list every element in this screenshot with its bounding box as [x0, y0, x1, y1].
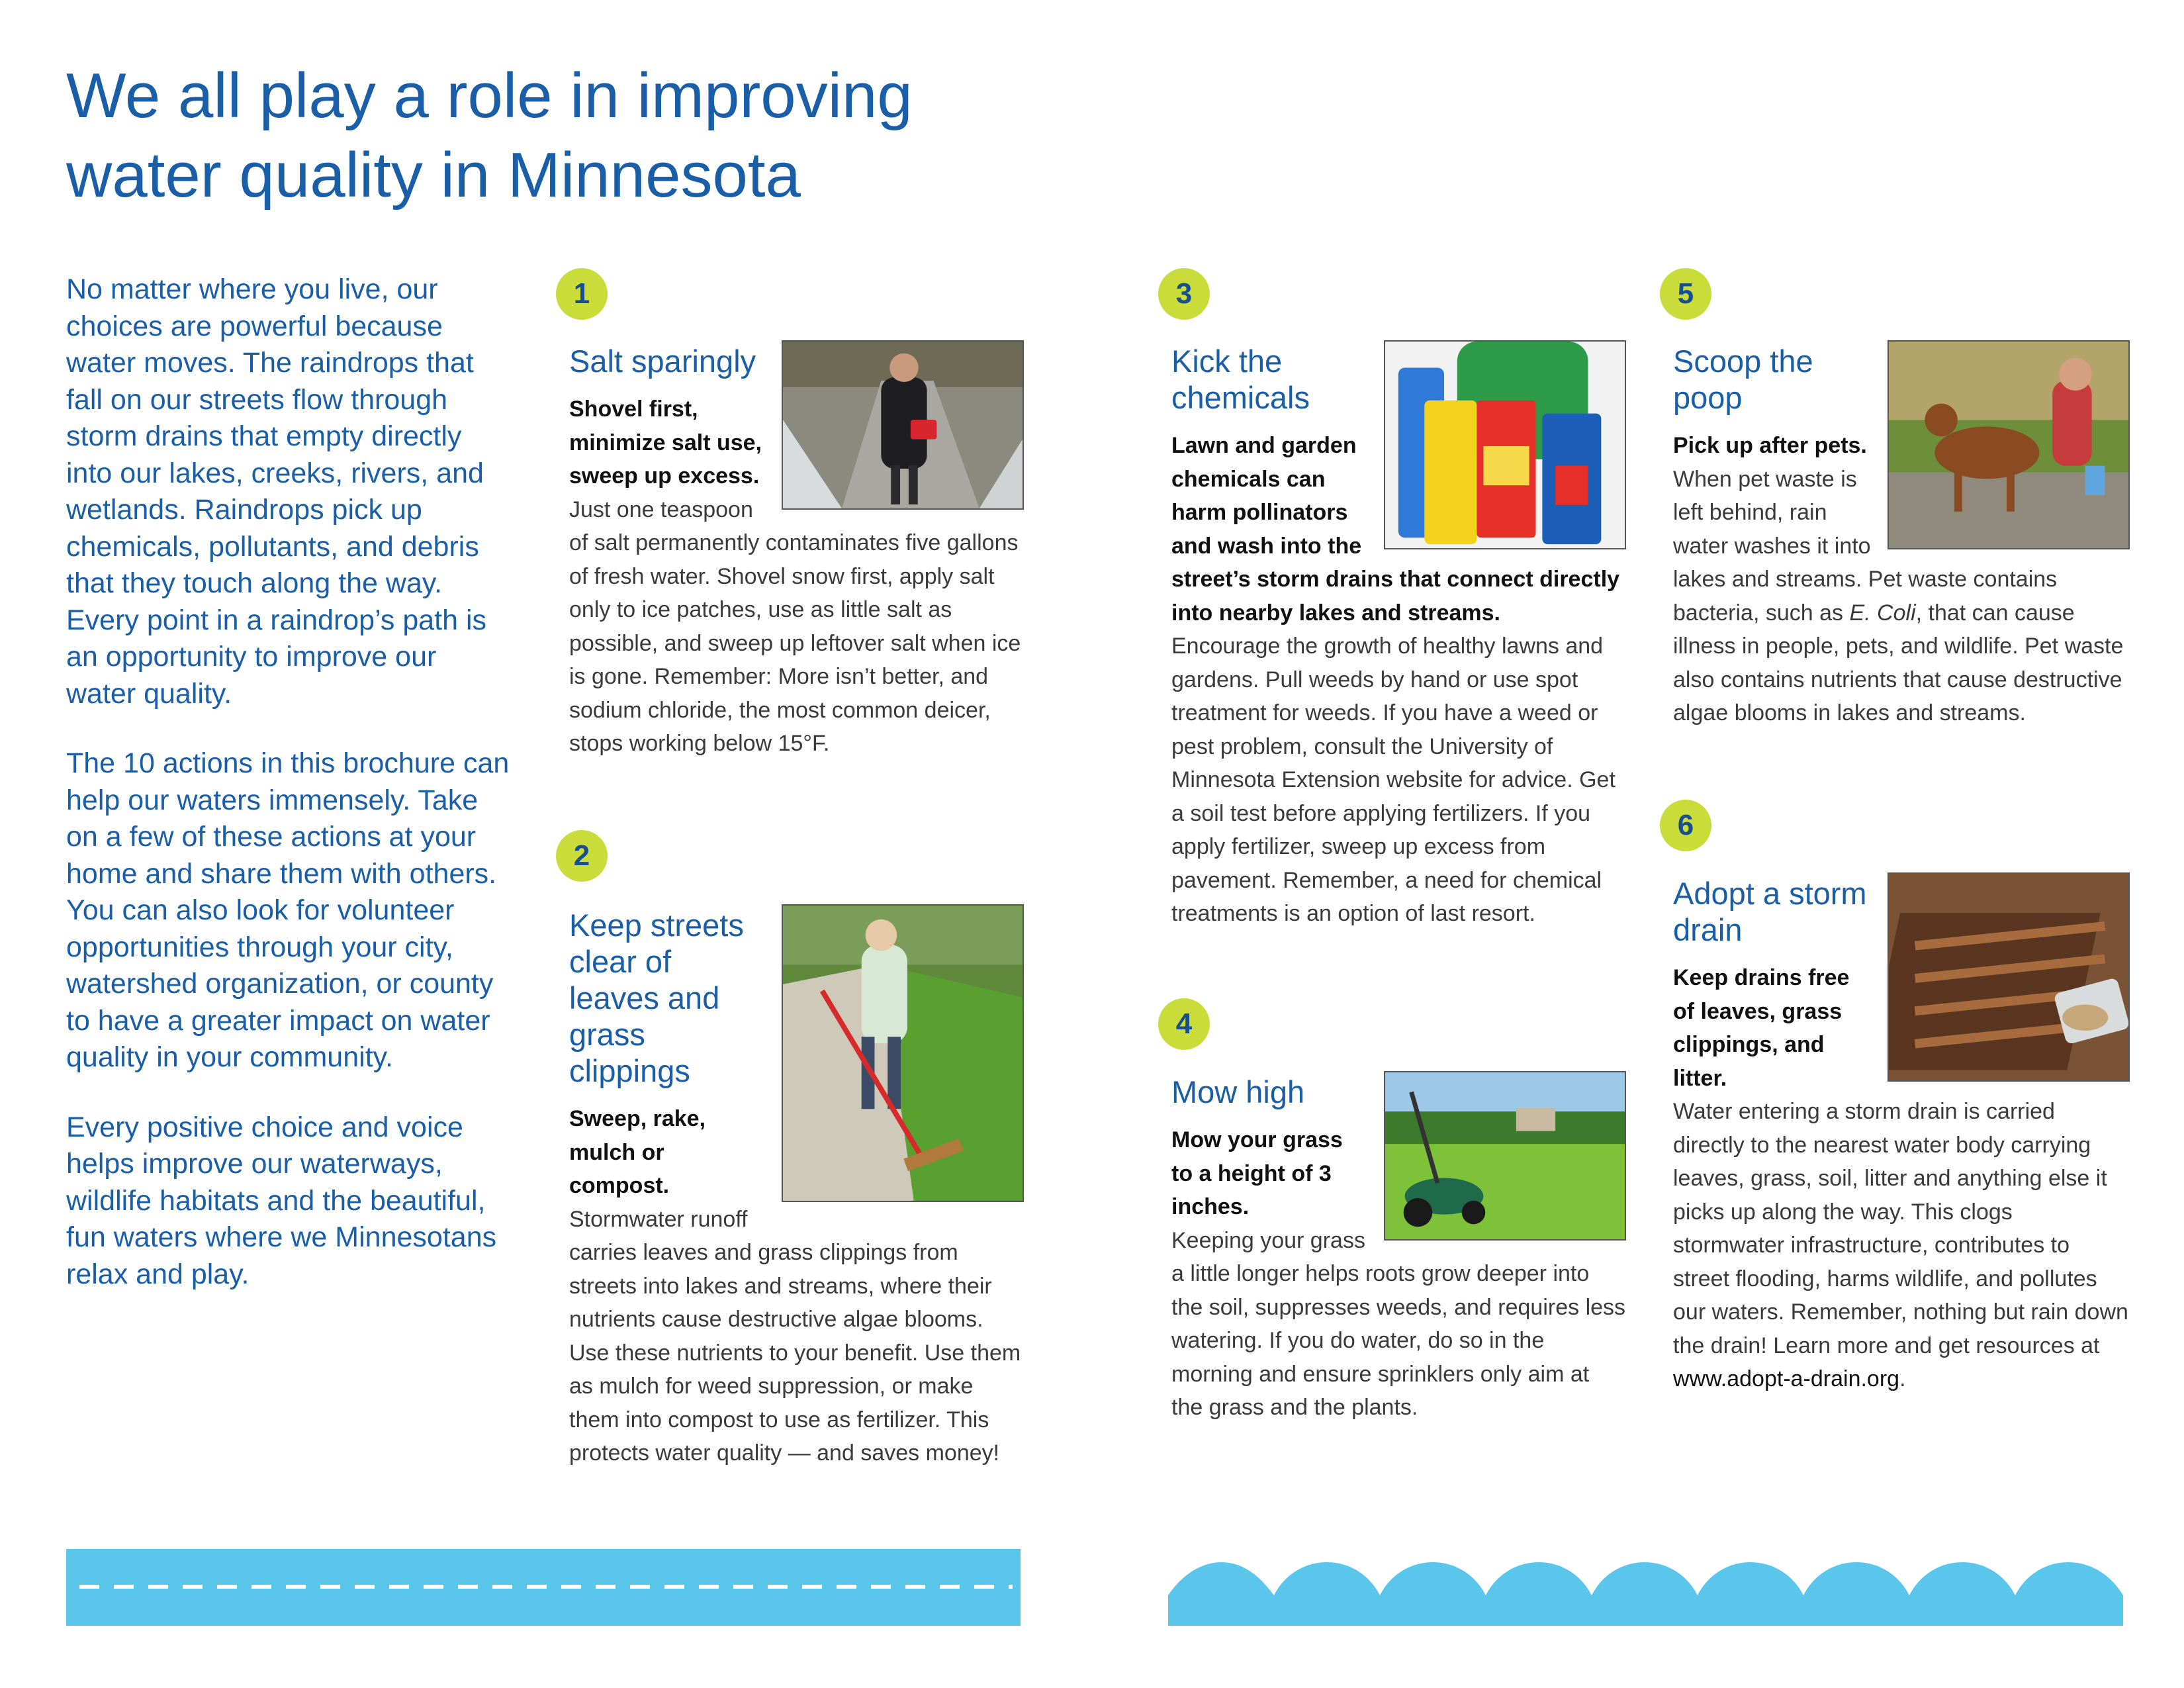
action-5-title: Scoop the poop — [1673, 344, 1813, 415]
action-1-badge: 1 — [556, 268, 608, 320]
action-3-title: Kick the chemicals — [1171, 344, 1310, 415]
action-6-badge: 6 — [1660, 800, 1711, 851]
action-1-title: Salt sparingly — [569, 344, 756, 379]
action-2-lead: Sweep, rake, mulch or compost. — [569, 1106, 706, 1198]
action-3 — [1171, 343, 1626, 931]
action-1-lead: Shovel first, minimize salt use, sweep up excess. — [569, 397, 762, 489]
page-title — [66, 56, 993, 215]
mow-photo — [1384, 1071, 1626, 1241]
action-1 — [569, 343, 1024, 761]
action-6 — [1673, 875, 2130, 1396]
title-line-1: We all play a role in improving — [66, 60, 913, 131]
action-2 — [569, 907, 1024, 1470]
action-5-lead: Pick up after pets. — [1673, 433, 1867, 458]
chemicals-photo — [1384, 340, 1626, 549]
action-3-body: Encourage the growth of healthy lawns and gardens. Pull weeds by hand or use spot treatment for weeds. If you have a weed or pest problem, consult the University of Minnesota Extension website for advice. Get a soil test before applying fertilizers. If you apply fertilizer, sweep up excess from pavement. Remember, a need for chemical treatments is an option of last resort. — [1171, 633, 1615, 926]
intro-paragraph-3: Every positive choice and voice helps improve our waterways, wildlife habitats and the beautiful, fun waters where we Minnesotans relax and play. — [66, 1111, 497, 1290]
action-4-title: Mow high — [1171, 1074, 1305, 1109]
action-3-badge: 3 — [1158, 268, 1210, 320]
action-2-body: Stormwater runoff carries leaves and grass clippings from streets into lakes and streams, where their nutrients cause destructive algae blooms. Use these nutrients to your benefit. Use them as mulch for weed suppression, or make them into compost to use as fertilizer. This protects water quality — and saves money! — [569, 1206, 1021, 1466]
action-4-body: Keeping your grass a little longer helps roots grow deeper into the soil, suppresses weeds, and requires less watering. If you do water, do so in the morning and ensure sprinklers only aim at the grass and the plants. — [1171, 1227, 1626, 1420]
action-5-badge: 5 — [1660, 268, 1711, 320]
action-3-lead: Lawn and garden chemicals can harm pollinators and wash into the street’s storm drains that connect directly into nearby lakes and streams. — [1171, 433, 1620, 626]
street-bar — [66, 1549, 1021, 1626]
action-5-body: When pet waste is left behind, rain water washes it into lakes and streams. Pet waste contains bacteria, such as E. Coli, that can cause illness in people, pets, and wildlife. Pet waste also contains nutrients that cause destructive algae blooms in lakes and streams. — [1673, 466, 2124, 726]
action-6-body: Water entering a storm drain is carried directly to the nearest water body carrying leaves, grass, soil, litter and anything else it picks up along the way. This clogs stormwater infrastructure, contributes to street flooding, harms wildlife, and pollutes our waters. Remember, nothing but rain down the drain! Learn more and get resources at www.adopt-a-drain.org. — [1673, 1099, 2128, 1391]
action-6-lead: Keep drains free of leaves, grass clippings, and litter. — [1673, 965, 1850, 1091]
action-4 — [1171, 1074, 1626, 1425]
action-6-title: Adopt a storm drain — [1673, 876, 1867, 947]
action-4-badge: 4 — [1158, 998, 1210, 1050]
action-5 — [1673, 343, 2130, 730]
drain-photo — [1888, 872, 2130, 1082]
intro-paragraph-1: No matter where you live, our choices are powerful because water moves. The raindrops that fall on our streets flow through storm drains that empty directly into our lakes, creeks, rivers, and wetlands. Raindrops pick up chemicals, pollutants, and debris that they touch along the way. Every point in a raindrop’s path is an opportunity to improve our water quality. — [66, 273, 487, 710]
water-wave-bar — [1168, 1549, 2123, 1626]
action-2-title: Keep streets clear of leaves and grass clippings — [569, 908, 744, 1088]
intro-paragraph-2: The 10 actions in this brochure can help our waters immensely. Take on a few of these actions at your home and share them with others. You can also look for volunteer opportunities through your city, watershed organization, or county to have a greater impact on water quality in your community. — [66, 747, 510, 1073]
leaves-photo — [782, 904, 1024, 1202]
ecoli-text: E. Coli — [1849, 600, 1916, 626]
action-4-lead: Mow your grass to a height of 3 inches. — [1171, 1127, 1343, 1219]
action-2-badge: 2 — [556, 830, 608, 882]
title-line-2: water quality in Minnesota — [66, 140, 801, 211]
intro-column — [66, 271, 510, 1326]
salt-photo — [782, 340, 1024, 510]
adopt-a-drain-link[interactable]: www.adopt-a-drain.org — [1673, 1366, 1900, 1391]
poop-photo — [1888, 340, 2130, 549]
action-1-body: Just one teaspoon of salt permanently contaminates five gallons of fresh water. Shovel snow first, apply salt only to ice patches, use as little salt as possible, and sweep up leftover salt when ice is gone. Remember: More isn’t better, and sodium chloride, the most common deicer, stops working below 15°F. — [569, 496, 1021, 756]
